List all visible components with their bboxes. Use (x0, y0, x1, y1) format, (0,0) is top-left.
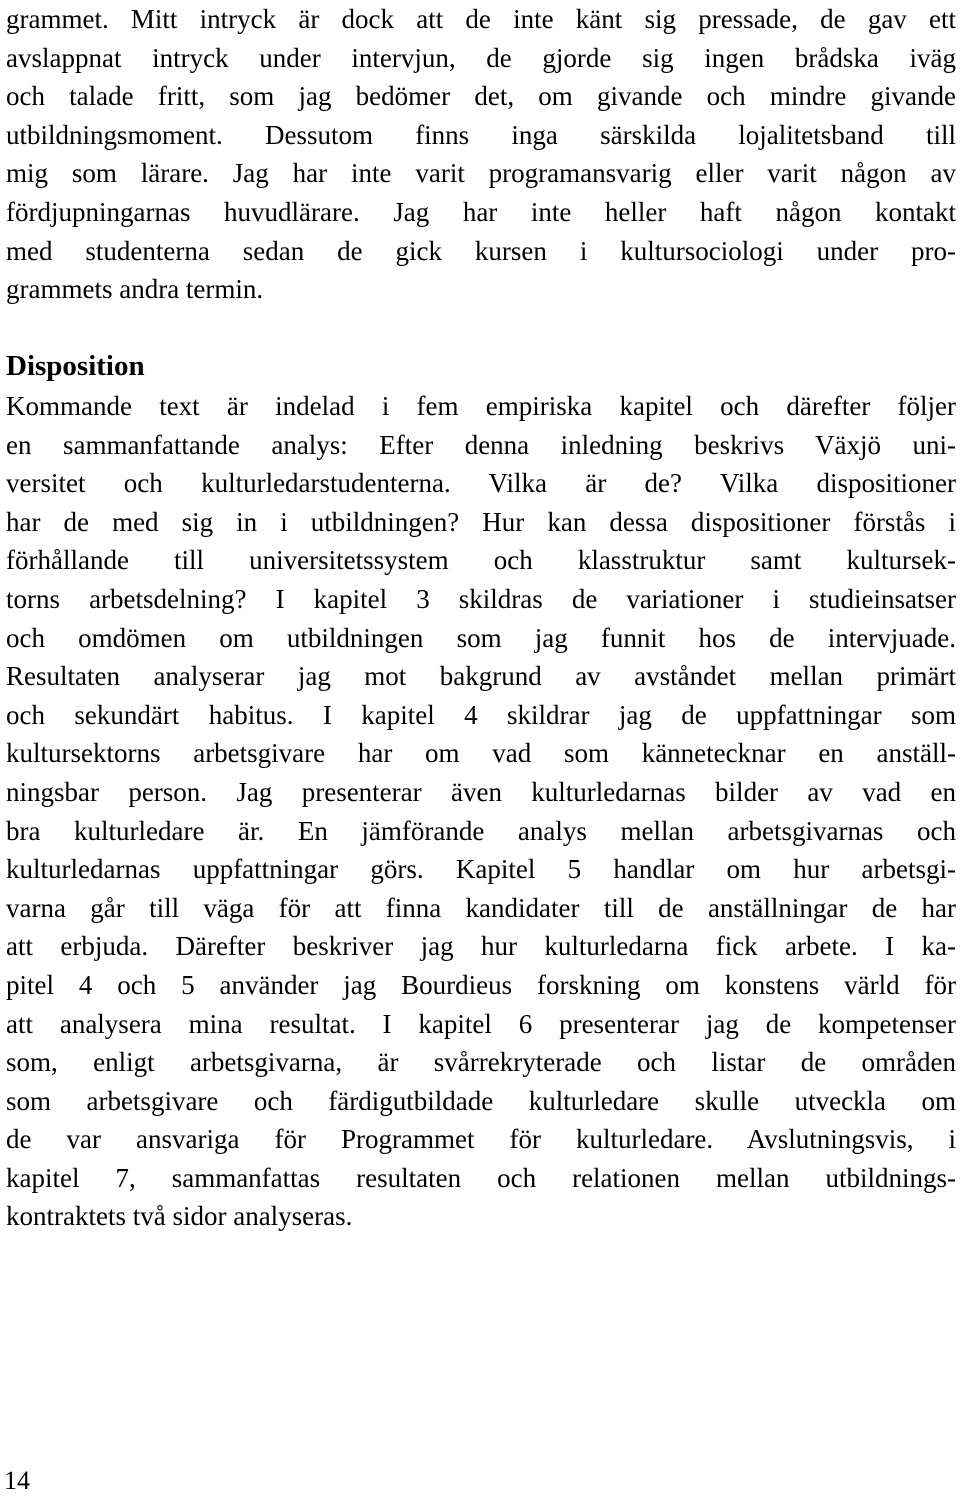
text-line: kulturledarnas uppfattningar görs. Kapitel 5 handlar om hur arbetsgi- (6, 854, 956, 885)
text-line: utbildningsmoment. Dessutom finns inga särskilda lojalitetsband till (6, 119, 956, 150)
text-line: versitet och kulturledarstudenterna. Vilka är de? Vilka dispositioner (6, 468, 956, 499)
intro-paragraph (6, 0, 956, 309)
text-line: Resultaten analyserar jag mot bakgrund av avståndet mellan primärt (6, 661, 956, 692)
text-line: en sammanfattande analys: Efter denna inledning beskrivs Växjö uni- (6, 429, 956, 460)
text-line: kontraktets två sidor analyseras. (6, 1201, 353, 1232)
text-line: att analysera mina resultat. I kapitel 6 presenterar jag de kompetenser (6, 1008, 956, 1039)
text-line: de var ansvariga för Programmet för kulturledare. Avslutningsvis, i (6, 1124, 956, 1155)
text-line: har de med sig in i utbildningen? Hur kan dessa dispositioner förstås i (6, 506, 956, 537)
text-line: förhållande till universitetssystem och klasstruktur samt kultursek- (6, 545, 956, 576)
text-line: mig som lärare. Jag har inte varit programansvarig eller varit någon av (6, 158, 956, 189)
text-line: pitel 4 och 5 använder jag Bourdieus forskning om konstens värld för (6, 969, 956, 1000)
text-line: avslappnat intryck under intervjun, de gjorde sig ingen brådska iväg (6, 42, 956, 73)
text-line: varna går till väga för att finna kandidater till de anställningar de har (6, 892, 956, 923)
text-line: som arbetsgivare och färdigutbildade kulturledare skulle utveckla om (6, 1085, 956, 1116)
text-line: och omdömen om utbildningen som jag funnit hos de intervjuade. (6, 622, 956, 653)
text-line: grammet. Mitt intryck är dock att de inte känt sig pressade, de gav ett (6, 4, 956, 34)
text-line: torns arbetsdelning? I kapitel 3 skildras de variationer i studieinsatser (6, 583, 956, 614)
section-heading: Disposition (6, 350, 145, 382)
text-line: att erbjuda. Därefter beskriver jag hur kulturledarna fick arbete. I ka- (6, 931, 956, 962)
text-line: kultursektorns arbetsgivare har om vad som kännetecknar en anställ- (6, 738, 956, 769)
text-line: ningsbar person. Jag presenterar även kulturledarnas bilder av vad en (6, 776, 956, 807)
text-line: Kommande text är indelad i fem empiriska kapitel och därefter följer (6, 391, 956, 421)
disposition-paragraph (6, 387, 956, 1236)
text-line: med studenterna sedan de gick kursen i kultursociologi under pro- (6, 235, 956, 266)
page-number: 14 (4, 1466, 30, 1495)
text-line: och talade fritt, som jag bedömer det, om givande och mindre givande (6, 81, 956, 112)
text-line: som, enligt arbetsgivarna, är svårrekryterade och listar de områden (6, 1047, 956, 1078)
text-line: grammets andra termin. (6, 274, 264, 305)
text-line: bra kulturledare är. En jämförande analys mellan arbetsgivarnas och (6, 815, 956, 846)
text-line: kapitel 7, sammanfattas resultaten och relationen mellan utbildnings- (6, 1162, 956, 1193)
text-line: och sekundärt habitus. I kapitel 4 skildrar jag de uppfattningar som (6, 699, 956, 730)
text-line: fördjupningarnas huvudlärare. Jag har inte heller haft någon kontakt (6, 196, 956, 227)
